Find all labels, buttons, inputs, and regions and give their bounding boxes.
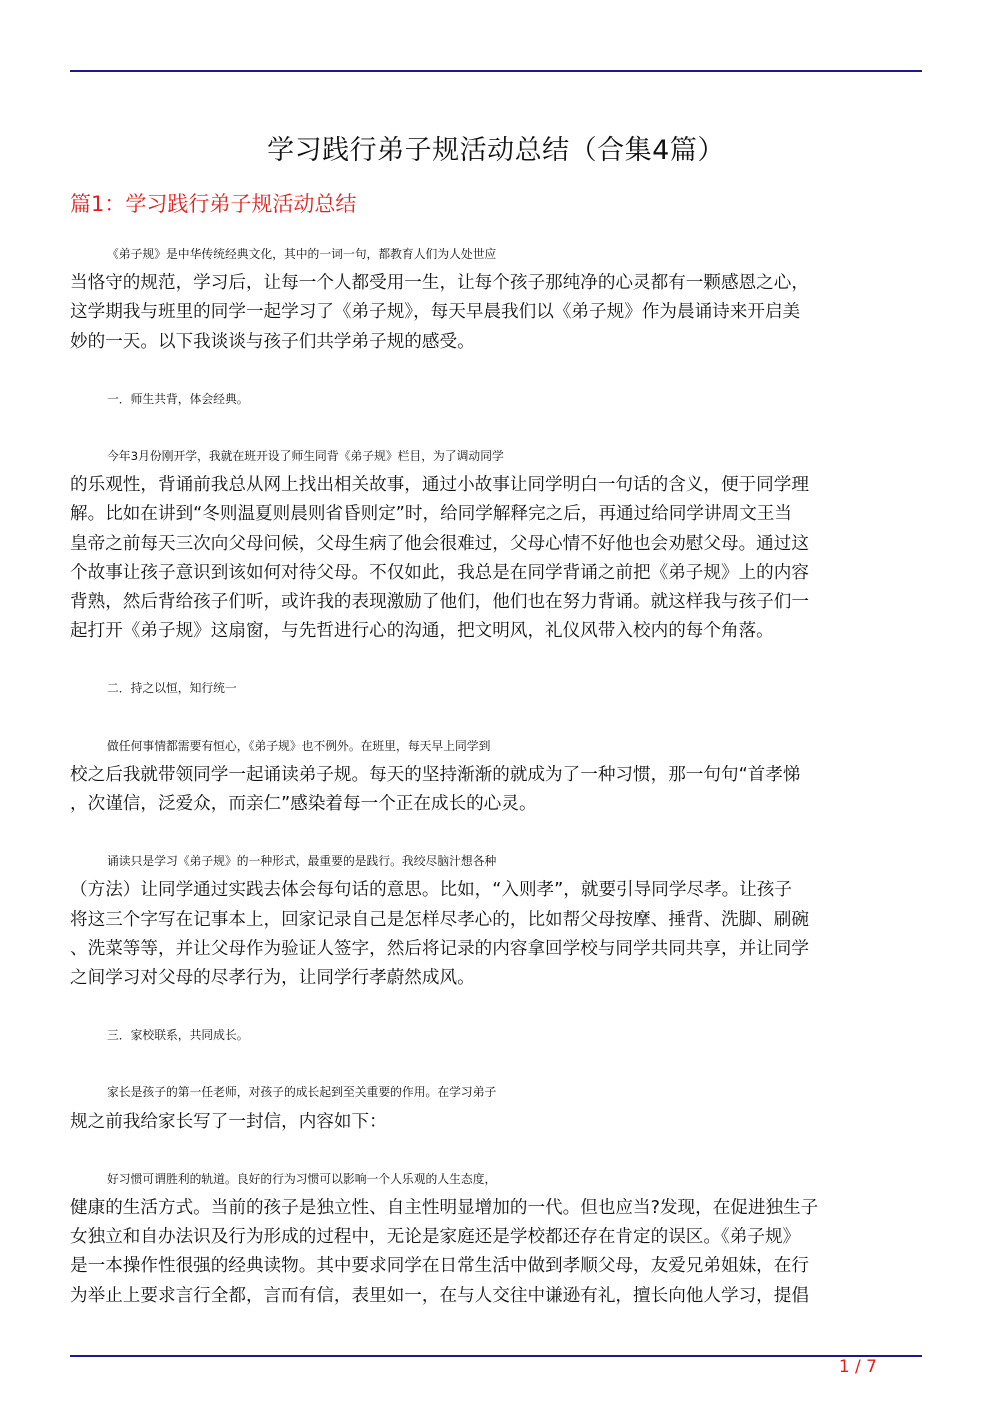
body-paragraph [70,674,922,703]
paragraph-line: 之间学习对父母的尽孝行为，让同学行孝蔚然成风。 [70,968,475,989]
paragraph-line: ，次谨信，泛爱众，而亲仁”感染着每一个正在成长的心灵。 [70,794,537,815]
paragraph-line: 健康的生活方式。当前的孩子是独立性、自主性明显增加的一代。但也应当?发现，在促进独生子 [70,1198,819,1219]
body-paragraph [70,1021,922,1050]
paragraph-line: 《弟子规》是中华传统经典文化，其中的一词一句，都教育人们为人处世应 [107,247,497,261]
paragraph-line: 将这三个字写在记事本上，回家记录自己是怎样尽孝心的，比如帮父母按摩、捶背、洗脚、刷碗 [70,909,809,930]
body-paragraph [70,385,922,414]
section-heading: 篇1：学习践行弟子规活动总结 [70,192,357,216]
paragraph-line: 为举止上要求言行全都，言而有信，表里如一，在与人交往中谦逊有礼，擅长向他人学习，提倡 [70,1285,809,1306]
body-paragraph [70,1078,922,1136]
paragraph-line: 规之前我给家长写了一封信，内容如下： [70,1111,387,1132]
paragraph-line: 背熟，然后背给孩子们听，或许我的表现激励了他们，他们也在努力背诵。就这样我与孩子们一 [70,592,809,613]
document-title: 学习践行弟子规活动总结（合集4篇） [267,135,725,166]
body-paragraph [70,442,922,646]
body-paragraph [70,732,922,820]
paragraph-line: 妙的一天。以下我谈谈与孩子们共学弟子规的感受。 [70,331,475,352]
paragraph-line: 今年3月份刚开学，我就在班开设了师生同背《弟子规》栏目，为了调动同学 [107,449,504,464]
paragraph-line: 二．持之以恒，知行统一 [107,681,237,696]
page-number: 1 / 7 [838,1357,877,1377]
body-paragraph [70,847,922,993]
paragraph-line: 的乐观性，背诵前我总从网上找出相关故事，通过小故事让同学明白一句话的含义，便于同学理 [70,475,809,496]
paragraph-line: 一．师生共背，体会经典。 [107,391,249,406]
paragraph-line: 、洗菜等等，并让父母作为验证人签字，然后将记录的内容拿回学校与同学共同共享，并让同学 [70,938,809,959]
paragraph-line: 女独立和自办法识及行为形成的过程中，无论是家庭还是学校都还存在肯定的误区。《弟子规》 [70,1227,801,1248]
paragraph-line: 好习惯可谓胜利的轨道。良好的行为习惯可以影响一个人乐观的人生态度， [107,1171,497,1186]
paragraph-line: 三．家校联系，共同成长。 [107,1028,249,1043]
paragraph-line: 当恪守的规范，学习后，让每一个人都受用一生，让每个孩子那纯净的心灵都有一颗感恩之心， [70,273,809,294]
paragraph-line: 解。比如在讲到“冬则温夏则晨则省昏则定”时，给同学解释完之后，再通过给同学讲周文王当 [70,504,792,525]
body-paragraph [70,240,922,357]
paragraph-line: 诵读只是学习《弟子规》的一种形式，最重要的是践行。我绞尽脑汁想各种 [107,854,497,869]
footer-rule [70,1355,922,1357]
paragraph-line: 这学期我与班里的同学一起学习了《弟子规》，每天早晨我们以《弟子规》作为晨诵诗来开启美 [70,302,801,323]
header-rule [70,70,922,72]
paragraph-line: 是一本操作性很强的经典读物。其中要求同学在日常生活中做到孝顺父母，友爱兄弟姐妹，在行 [70,1256,809,1277]
body-paragraph [70,1165,922,1311]
paragraph-line: 校之后我就带领同学一起诵读弟子规。每天的坚持渐渐的就成为了一种习惯，那一句句“首孝悌 [70,764,801,785]
paragraph-line: 皇帝之前每天三次向父母问候，父母生病了他会很难过，父母心情不好他也会劝慰父母。通过这 [70,533,809,554]
paragraph-line: 个故事让孩子意识到该如何对待父母。不仅如此，我总是在同学背诵之前把《弟子规》上的内容 [70,562,809,583]
document-body [70,240,922,1339]
paragraph-line: （方法）让同学通过实践去体会每句话的意思。比如，“入则孝”，就要引导同学尽孝。让孩子 [70,880,792,901]
paragraph-line: 做任何事情都需要有恒心，《弟子规》也不例外。在班里，每天早上同学到 [107,738,491,753]
paragraph-line: 起打开《弟子规》这扇窗，与先哲进行心的沟通，把文明风，礼仪风带入校内的每个角落。 [70,621,774,642]
paragraph-line: 家长是孩子的第一任老师，对孩子的成长起到至关重要的作用。在学习弟子 [107,1085,497,1100]
